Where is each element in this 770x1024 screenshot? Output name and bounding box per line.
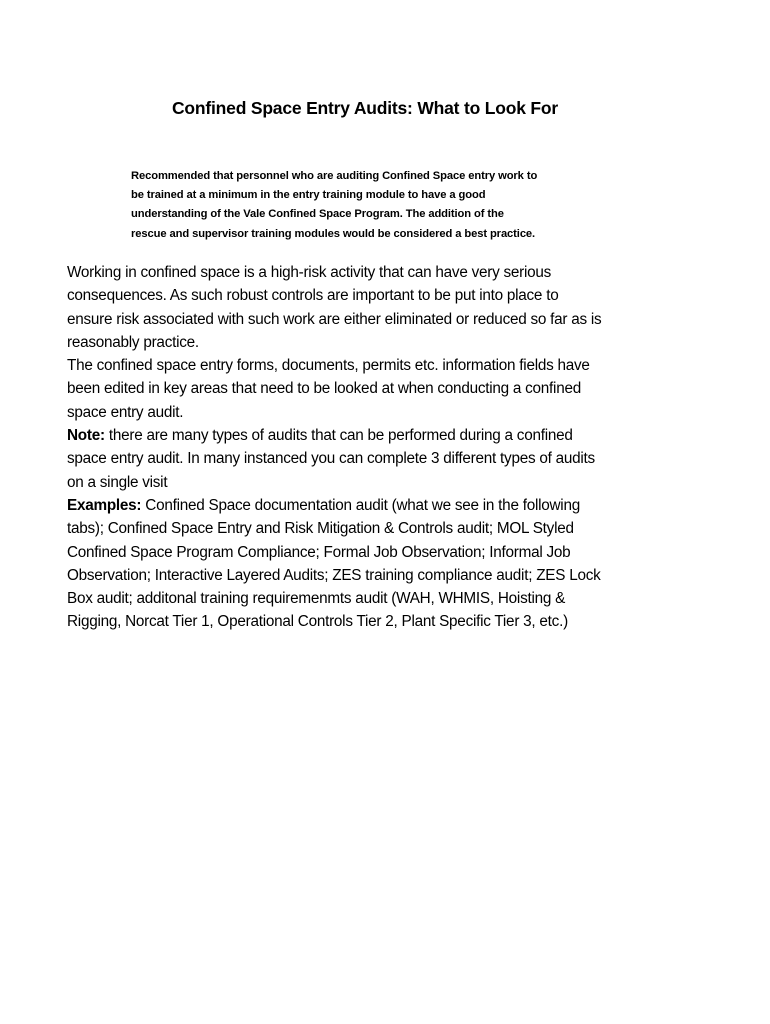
note-label: Note:: [67, 427, 105, 445]
note-line: [67, 424, 727, 447]
examples-line: Confined Space Program Compliance; Formal Job Observation; Informal Job: [67, 543, 571, 561]
intro-line: understanding of the Vale Confined Space Program. The addition of the: [131, 208, 504, 221]
intro-line: rescue and supervisor training modules would be considered a best practice.: [131, 227, 536, 240]
intro-paragraph: [131, 167, 601, 244]
examples-text: Confined Space documentation audit (what we see in the following: [141, 496, 580, 514]
examples-line: [67, 494, 727, 517]
intro-line: be trained at a minimum in the entry training module to have a good: [131, 189, 486, 202]
note-line: on a single visit: [67, 473, 168, 491]
intro-line: Recommended that personnel who are auditing Confined Space entry work to: [131, 170, 538, 182]
paragraph1-line: Working in confined space is a high-risk activity that can have very serious: [67, 264, 552, 281]
body-text: [67, 261, 727, 634]
note-text: there are many types of audits that can be performed during a confined: [104, 427, 573, 445]
paragraph2-line: space entry audit.: [67, 403, 184, 421]
paragraph1-line: ensure risk associated with such work are either eliminated or reduced so far as is: [67, 310, 602, 328]
paragraph1-line: reasonably practice.: [67, 333, 199, 351]
note-line: space entry audit. In many instanced you can complete 3 different types of audits: [67, 450, 595, 468]
paragraph2-line: The confined space entry forms, documents, permits etc. information fields have: [67, 357, 590, 375]
document-title: Confined Space Entry Audits: What to Look For: [171, 98, 559, 118]
examples-line: Rigging, Norcat Tier 1, Operational Controls Tier 2, Plant Specific Tier 3, etc.): [67, 613, 568, 631]
examples-line: Box audit; additonal training requiremenmts audit (WAH, WHMIS, Hoisting &: [67, 590, 566, 608]
examples-label: Examples:: [67, 496, 142, 514]
examples-line: tabs); Confined Space Entry and Risk Mitigation & Controls audit; MOL Styled: [67, 520, 574, 538]
examples-line: Observation; Interactive Layered Audits; ZES training compliance audit; ZES Lock: [67, 566, 601, 584]
paragraph1-line: consequences. As such robust controls are important to be put into place to: [67, 287, 559, 305]
paragraph2-line: been edited in key areas that need to be looked at when conducting a confined: [67, 380, 581, 398]
